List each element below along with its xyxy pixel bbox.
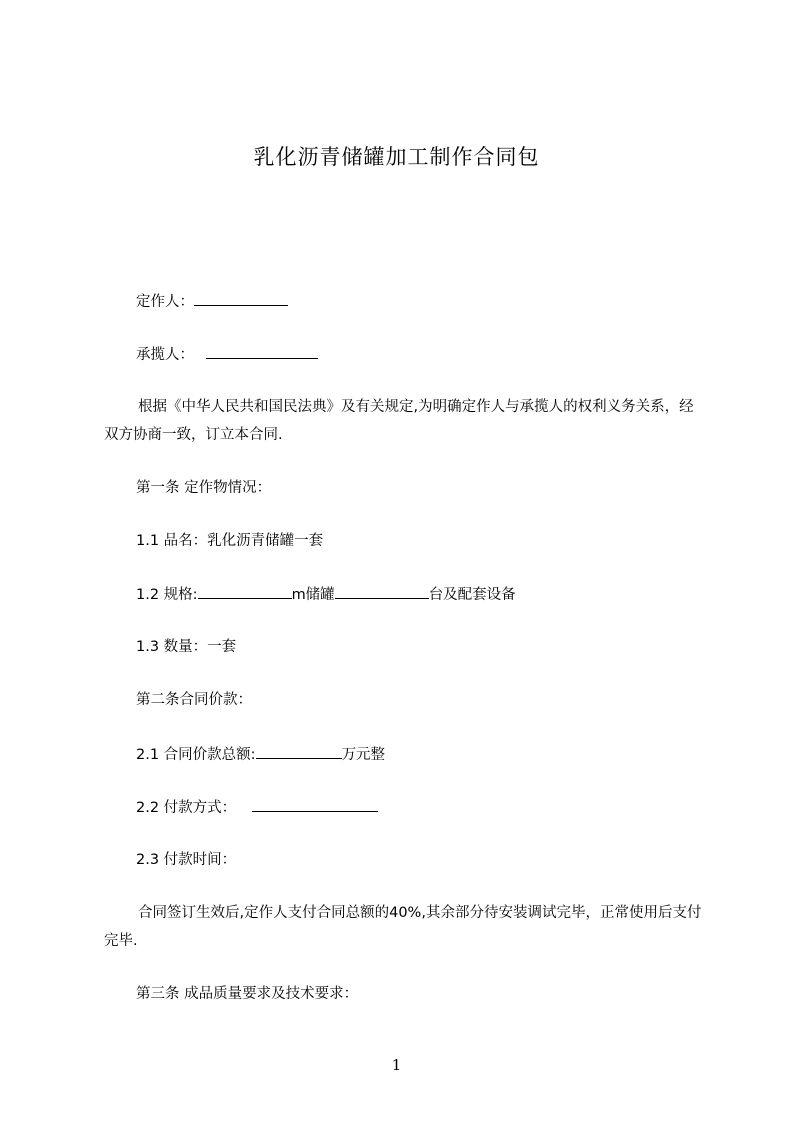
party-a-blank: [194, 291, 288, 306]
item-2-2-line: [136, 797, 378, 818]
item-2-1-prefix: 2.1 合同价款总额:: [136, 747, 256, 763]
party-a-line: [136, 291, 288, 312]
item-1-2-suffix: 台及配套设备: [428, 587, 516, 603]
party-b-blank: [206, 344, 318, 359]
party-b-line: [136, 344, 318, 365]
article-2-heading: 第二条合同价款：: [136, 692, 252, 708]
item-1-1: 1.1 品名：乳化沥青储罐一套: [136, 533, 324, 549]
item-1-3: 1.3 数量：一套: [136, 639, 237, 655]
item-1-2-line: [136, 584, 516, 605]
item-2-2-prefix: 2.2 付款方式：: [136, 800, 237, 816]
page-number: 1: [391, 1056, 402, 1074]
item-2-1-line: [136, 744, 385, 765]
article-3-heading: 第三条 成品质量要求及技术要求：: [136, 986, 359, 1002]
item-1-2-prefix: 1.2 规格:: [136, 587, 198, 603]
article-1-heading: 第一条 定作物情况：: [136, 480, 272, 496]
document-title: 乳化沥青储罐加工制作合同包: [253, 145, 540, 169]
party-a-label: 定作人：: [136, 294, 194, 310]
item-2-3: 2.3 付款时间：: [136, 852, 237, 868]
spec-blank-1: [198, 584, 292, 599]
spec-blank-2: [335, 584, 429, 599]
total-amount-blank: [256, 744, 342, 759]
payment-terms-paragraph: 合同签订生效后,定作人支付合同总额的40%,其余部分待安装调试完毕，正常使用后支付完毕.: [104, 905, 702, 949]
preamble-paragraph: 根据《中华人民共和国民法典》及有关规定,为明确定作人与承揽人的权利义务关系，经双方协商一致，订立本合同.: [104, 399, 694, 443]
payment-method-blank: [252, 797, 378, 812]
party-b-label: 承揽人：: [136, 347, 194, 363]
item-2-1-suffix: 万元整: [341, 747, 386, 763]
item-1-2-middle: m储罐: [291, 587, 335, 603]
